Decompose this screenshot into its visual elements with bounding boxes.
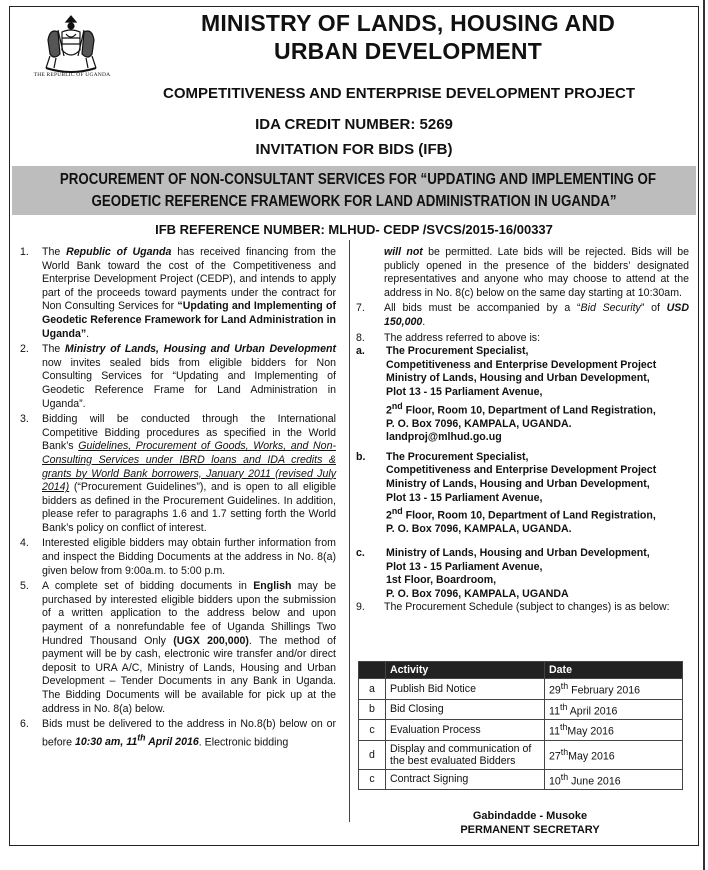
clause-number: 4.: [20, 537, 29, 550]
address-line: Plot 13 - 15 Parliament Avenue,: [386, 560, 543, 573]
address-line: Plot 13 - 15 Parliament Avenue,: [386, 385, 543, 398]
address-a: [356, 345, 689, 445]
clause-9: [356, 601, 689, 615]
address-line: P. O. Box 7096, KAMPALA, UGANDA.: [386, 523, 572, 536]
address-line: Ministry of Lands, Housing and Urban Development,: [386, 478, 650, 491]
clause-text: Interested eligible bidders may obtain further information from and inspect the Bidding Documents at the address in No. 8(a) given below from 9:00a.m. to 5:00 p.m.: [42, 537, 336, 577]
clause-3: [14, 413, 336, 535]
date-day: 11: [549, 725, 560, 738]
banner-line2: GEODETIC REFERENCE FRAMEWORK FOR LAND ADMINISTRATION IN UGANDA”: [91, 193, 617, 210]
table-row: [359, 740, 683, 769]
address-line: [386, 400, 689, 418]
clause-text: The: [42, 343, 65, 356]
ordinal-suffix: th: [560, 701, 568, 712]
address-line: Competitiveness and Enterprise Development Project: [386, 464, 657, 477]
date-cell: [545, 769, 683, 790]
clause-text: . Electronic bidding: [198, 736, 289, 749]
clause-8: [356, 332, 689, 346]
clause-number: 9.: [356, 601, 365, 614]
ordinal-suffix: th: [560, 746, 569, 757]
guidelines-reference: Guidelines, Procurement of Goods, Works, and Non-Consulting Services under IBRD loans and IDA credits & grants by World Bank borrowers, January 2011 (revised July 2014): [42, 440, 336, 494]
date-cell: [545, 679, 683, 700]
clause-number: 3.: [20, 413, 29, 426]
clause-6-continued: [356, 246, 689, 300]
clause-7: [356, 302, 689, 329]
table-row: [359, 769, 683, 790]
clause-bold: Republic of Uganda: [66, 246, 172, 258]
credit-number: IDA CREDIT NUMBER: 5269: [255, 116, 453, 133]
activity-cell: Evaluation Process: [386, 720, 545, 741]
clause-2: [14, 343, 336, 411]
date-cell: [545, 720, 683, 741]
address-letter: b.: [356, 450, 366, 463]
clause-text: may be purchased by interested eligible bidders upon the submission of a written application to the address below and upon payment of a nonrefundable fee of Uganda Shillings Two Hundred Thousand Only: [42, 580, 336, 647]
clause-text: be permitted. Late bids will be rejected. Bids will be publicly opened in the presence of the bidders’ designated representatives and anyone who may choose to attend at the address in No. 8(c) below on the same day starting at 10:30am.: [384, 246, 689, 299]
clause-bold: “Updating and Implementing of Geodetic Reference Framework for Land Administration in Uganda”: [42, 300, 336, 340]
activity-cell: Display and communication of the best evaluated Bidders: [386, 740, 545, 769]
table-header: Date: [545, 662, 683, 679]
table-header-row: [359, 662, 683, 679]
clause-number: 6.: [20, 718, 29, 731]
table-row: [359, 699, 683, 720]
banner-line1: PROCUREMENT OF NON-CONSULTANT SERVICES FOR “UPDATING AND IMPLEMENTING OF: [59, 171, 657, 188]
bid-security-label: Bid Security: [580, 302, 641, 315]
deadline-time: 10:30 am, 11: [74, 736, 138, 749]
clause-number: 7.: [356, 302, 365, 315]
address-line: P. O. Box 7096, KAMPALA, UGANDA.: [386, 417, 572, 430]
row-label: b: [359, 699, 386, 720]
clause-text: now invites sealed bids from eligible bidders for Non Consulting Services for “Updating and Implementing of Geodetic Reference Frame for Land Administration in Uganda”.: [42, 356, 336, 410]
ordinal-suffix: th: [560, 771, 569, 782]
procurement-banner: [12, 166, 696, 215]
email-address: landproj@mlhud.go.ug: [386, 431, 502, 444]
table-row: [359, 679, 683, 700]
clause-bold: will not: [384, 246, 423, 258]
address-line: P. O. Box 7096, KAMPALA, UGANDA: [386, 587, 569, 600]
row-label: c: [359, 720, 386, 741]
right-column: [356, 246, 689, 617]
floor-text: Floor, Room 10, Department of Land Registration,: [402, 509, 656, 522]
date-month-year: May 2016: [567, 725, 614, 738]
signatory-name: Gabindadde - Musoke: [472, 810, 588, 822]
table-header: Activity: [386, 662, 545, 679]
date-day: 10: [549, 775, 561, 788]
clause-text: The: [42, 246, 67, 258]
clause-text: A complete set of bidding documents in: [42, 580, 254, 593]
date-month-year: May 2016: [568, 750, 615, 763]
row-label: a: [359, 679, 386, 700]
clause-text: has received financing from the World Bank toward the cost of the Competitiveness and Enterprise Development Project (CEDP), and intends to apply part of the proceeds toward payments under the contract for Non Consulting Services for: [42, 246, 336, 313]
clause-4: [14, 537, 336, 578]
clause-number: 5.: [20, 580, 29, 593]
date-month-year: June 2016: [568, 775, 621, 788]
clause-text: Bidding will be conducted through the International Competitive Bidding procedures as specified in the World Bank’s: [42, 413, 336, 453]
clause-text: (“Procurement Guidelines”), and is open to all eligible bidders as defined in the Procurement Guidelines. In addition, please refer to paragraphs 1.6 and 1.7 setting forth the World Bank’s policy on conflict of interest.: [42, 481, 336, 534]
row-label: c: [359, 769, 386, 790]
signatory-title: PERMANENT SECRETARY: [460, 824, 600, 836]
crest-caption: THE REPUBLIC OF UGANDA: [33, 72, 111, 78]
date-cell: [545, 740, 683, 769]
ordinal-suffix: th: [560, 681, 569, 691]
deadline-date: April 2016: [145, 736, 199, 749]
procurement-schedule-table: [358, 661, 683, 790]
ordinal-suffix: nd: [391, 506, 403, 517]
address-b: [356, 451, 689, 537]
floor-text: Floor, Room 10, Department of Land Registration,: [402, 404, 656, 417]
ifb-reference: IFB REFERENCE NUMBER: MLHUD- CEDP /SVCS/2015-16/00337: [155, 222, 553, 237]
clause-number: 8.: [356, 331, 365, 344]
address-line: Ministry of Lands, Housing and Urban Development,: [386, 546, 650, 559]
clause-text: The Procurement Schedule (subject to changes) is as below:: [384, 601, 670, 614]
clause-text: The address referred to above is:: [384, 331, 541, 344]
date-month-year: February 2016: [568, 684, 641, 697]
date-cell: [545, 699, 683, 720]
clause-6: [14, 718, 336, 750]
date-day: 11: [549, 705, 560, 718]
row-label: d: [359, 740, 386, 769]
clause-bold: Ministry of Lands, Housing and Urban Development: [64, 343, 336, 356]
clause-text: .: [422, 315, 426, 328]
address-line: Ministry of Lands, Housing and Urban Development,: [386, 372, 650, 385]
ministry-title-line1: MINISTRY OF LANDS, HOUSING AND: [200, 10, 616, 36]
ministry-title-line2: URBAN DEVELOPMENT: [274, 38, 542, 64]
table-header: [359, 662, 386, 679]
clause-text: .: [86, 327, 90, 340]
uganda-coat-of-arms-icon: [36, 10, 106, 80]
address-c: [356, 547, 689, 601]
project-name: COMPETITIVENESS AND ENTERPRISE DEVELOPMENT PROJECT: [162, 85, 635, 102]
clause-text: Bids must be delivered to the address in No.8(b) below on or before: [42, 718, 336, 749]
clause-5: [14, 580, 336, 716]
address-line: Competitiveness and Enterprise Development Project: [386, 358, 657, 371]
left-column: [14, 246, 336, 752]
address-letter: c.: [356, 546, 365, 559]
clause-text: . The method of payment will be by cash, electronic wire transfer and/or direct deposit to URA A/C, Ministry of Lands, Housing and Urban Development – Tender Documents in any Bank in Uganda. The Bidding Documents will be available for pick up at the address in No. 8(a) below.: [42, 634, 337, 715]
clause-number: 2.: [20, 343, 29, 356]
clause-bold: (UGX 200,000): [173, 634, 249, 647]
address-line: [386, 505, 689, 523]
date-day: 29: [549, 684, 561, 697]
ordinal-suffix: th: [560, 722, 568, 733]
floor-number: 2: [386, 404, 392, 417]
date-day: 27: [549, 750, 561, 763]
activity-cell: Publish Bid Notice: [386, 679, 545, 700]
activity-cell: Contract Signing: [386, 769, 545, 790]
address-line: The Procurement Specialist,: [386, 450, 529, 463]
bid-security-amount: USD 150,000: [384, 302, 689, 328]
clause-1: [14, 246, 336, 341]
ordinal-suffix: nd: [391, 400, 403, 411]
address-line: 1st Floor, Boardroom,: [386, 574, 497, 587]
activity-cell: Bid Closing: [386, 699, 545, 720]
date-month-year: April 2016: [567, 705, 618, 718]
clause-text: ” of: [640, 302, 667, 315]
column-divider: [349, 240, 350, 822]
address-line: Plot 13 - 15 Parliament Avenue,: [386, 491, 543, 504]
table-row: [359, 720, 683, 741]
invitation-title: INVITATION FOR BIDS (IFB): [255, 141, 453, 158]
clause-text: All bids must be accompanied by a “: [384, 302, 581, 315]
floor-number: 2: [386, 509, 392, 522]
address-letter: a.: [356, 345, 365, 358]
ordinal-suffix: th: [137, 732, 146, 743]
clause-bold: English: [253, 580, 292, 593]
clause-number: 1.: [20, 246, 29, 258]
address-line: The Procurement Specialist,: [386, 345, 529, 358]
